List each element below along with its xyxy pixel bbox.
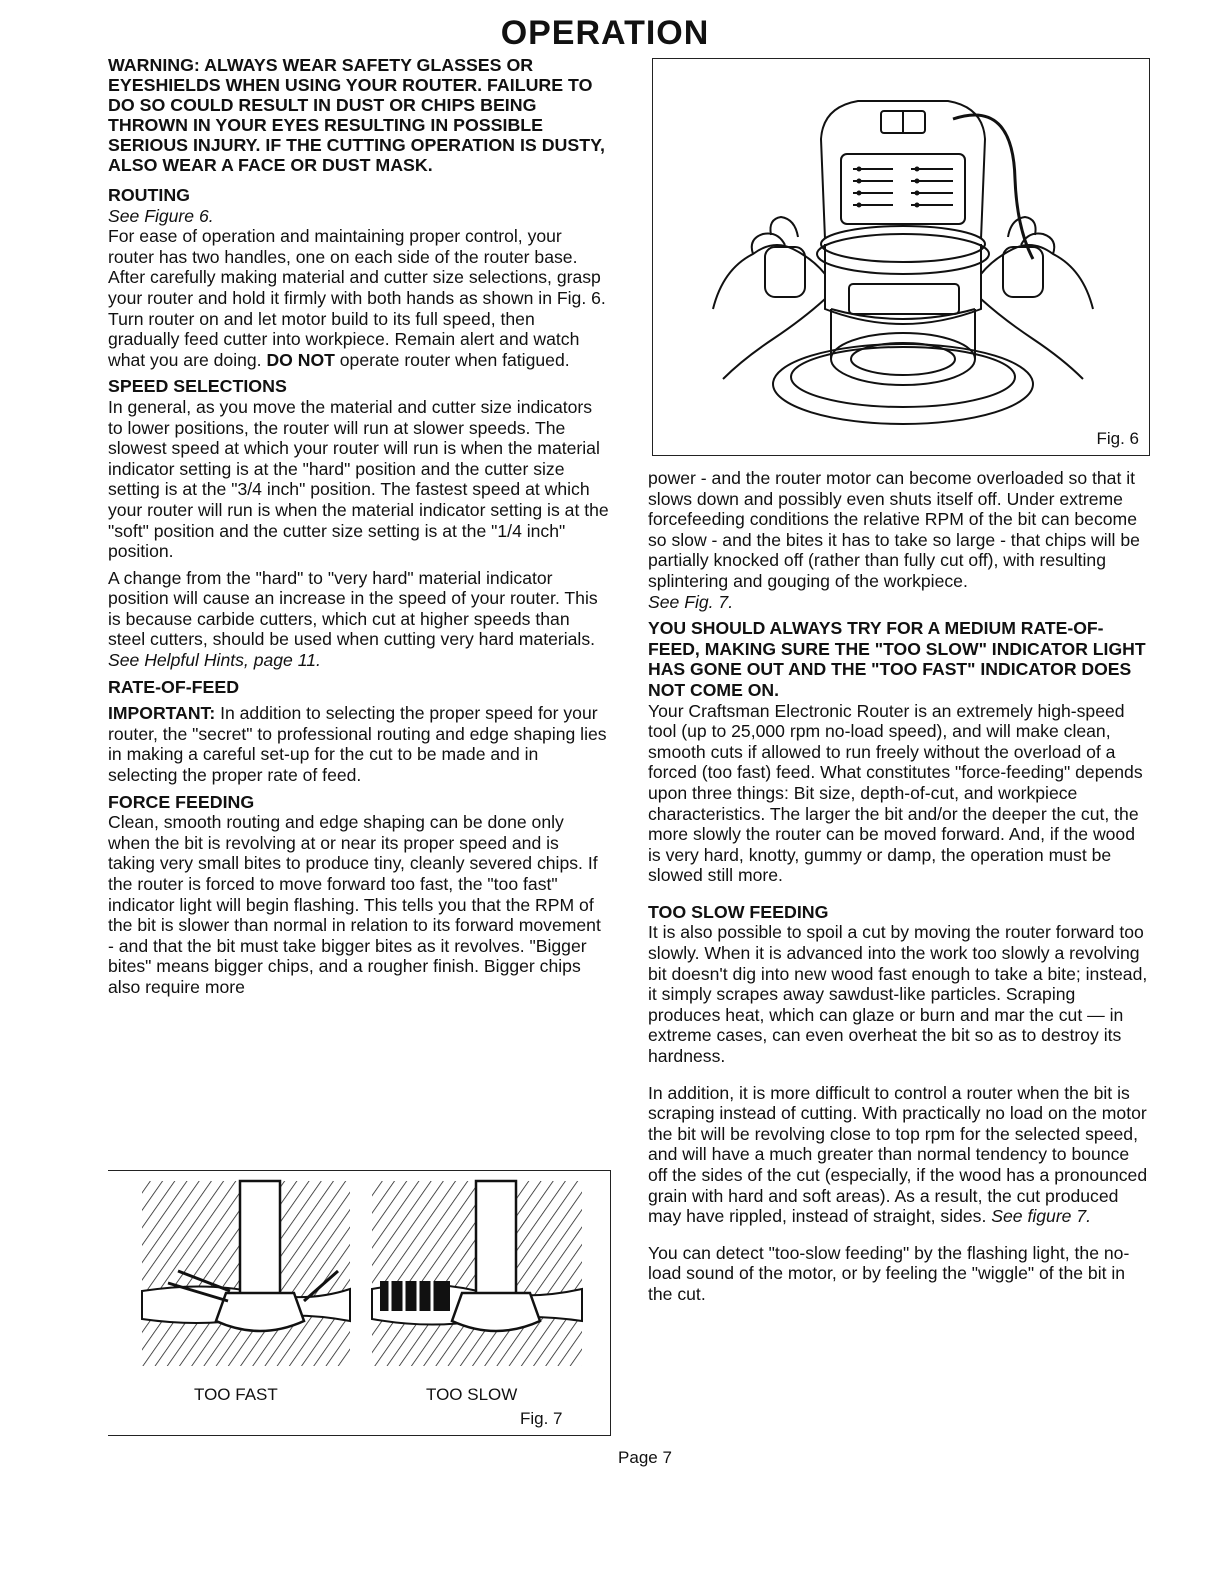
too-slow-heading: TOO SLOW FEEDING bbox=[648, 901, 829, 922]
detect-paragraph: You can detect "too-slow feeding" by the flashing light, the no-load sound of the motor, or by feeling the "wiggle" of the bit in the cut. bbox=[648, 1242, 1130, 1304]
force-paragraph: Clean, smooth routing and edge shaping can be done only when the bit is revolving at or near its proper speed and is taking very small bites to produce tiny, cleanly severed chips. If the router is forced to move forward too fast, the "too fast" indicator light will begin flashing. This tells you that the RPM of the bit is slower than normal in relation to its forward movement - and that the bit must take bigger bites as it revolves. "Bigger bites" means bigger chips, and a rougher finish. Bigger chips also require more bbox=[108, 812, 601, 997]
force-feeding-continued: power - and the router motor can become overloaded so that it slows down and possibly even shuts itself off. Under extreme forcefeeding conditions the relative RPM of the bit can become so slow - and the bites it has to take so large - that chips will be partially knocked off (rather than fully cut off), with resulting splintering and gouging of the workpiece. bbox=[648, 468, 1140, 591]
routing-do-not: DO NOT bbox=[266, 349, 335, 370]
routing-heading: ROUTING bbox=[108, 185, 190, 205]
craftsman-paragraph: Your Craftsman Electronic Router is an extremely high-speed tool (up to 25,000 rpm no-load speed), and will make clean, smooth cuts if allowed to run freely without the overload of a forced (too fast) feed. What constitutes "force-feeding" depends upon three things: Bit size, depth-of-cut, and workpiece characteristics. The larger the bit and/or the deeper the cut, the more slowly the router can be moved forward. And, if the wood is very hard, knotty, gummy or damp, the operation must be slowed still more. bbox=[648, 700, 1143, 886]
too-fast-too-slow-illustration bbox=[108, 1171, 608, 1435]
speed-see-hints: See Helpful Hints, page 11. bbox=[108, 650, 321, 671]
routing-body bbox=[108, 226, 610, 370]
page-title: OPERATION bbox=[500, 14, 710, 52]
rate-heading: RATE-OF-FEED bbox=[108, 676, 240, 697]
too-slow-paragraph-1: It is also possible to spoil a cut by moving the router forward too slowly. When it is advanced into the work too slowly a revolving bit doesn't dig into new wood fast enough to take a bite; instead, it simply scrapes away sawdust-like particles. Scraping produces heat, which can glaze or burn and mar the cut — in extreme cases, can even overheat the bit so as to destroy its hardness. bbox=[648, 922, 1148, 1067]
speed-paragraph-2: A change from the "hard" to "very hard" material indicator position will cause an increase in the speed of your router. This is because carbide cutters, which cut at higher speeds than steel cutters, should be used when cutting very hard materials. bbox=[108, 567, 598, 650]
routing-see-figure: See Figure 6. bbox=[108, 205, 214, 226]
speed-heading: SPEED SELECTIONS bbox=[108, 376, 287, 397]
force-heading: FORCE FEEDING bbox=[108, 791, 255, 812]
router-illustration bbox=[653, 59, 1149, 455]
medium-rate-warning: YOU SHOULD ALWAYS TRY FOR A MEDIUM RATE-OF-FEED, MAKING SURE THE "TOO SLOW" INDICATOR LIGHT HAS GONE OUT AND THE "TOO FAST" INDICATOR DOES NOT COME ON. bbox=[648, 618, 1146, 700]
figure-6 bbox=[652, 58, 1150, 456]
important-text: In addition to selecting the proper speed for your router, the "secret" to professional routing and edge shaping lies in making a careful set-up for the cut to be made and in selecting the proper rate of feed. bbox=[108, 703, 607, 786]
routing-body-end: operate router when fatigued. bbox=[334, 349, 570, 370]
safety-warning: WARNING: ALWAYS WEAR SAFETY GLASSES OR EYESHIELDS WHEN USING YOUR ROUTER. FAILURE TO DO SO COULD RESULT IN DUST OR CHIPS BEING THROWN IN YOUR EYES RESULTING IN POSSIBLE SERIOUS INJURY. IF THE CUTTING OPERATION IS DUSTY, ALSO WEAR A FACE OR DUST MASK. bbox=[108, 55, 605, 175]
see-figure-7: See figure 7. bbox=[991, 1206, 1092, 1227]
right-column bbox=[648, 468, 1150, 1305]
figure-6-label: Fig. 6 bbox=[1096, 429, 1139, 448]
routing-body-text: For ease of operation and maintaining proper control, your router has two handles, one on each side of the router base. After carefully making material and cutter size selections, grasp your router and hold it firmly with both hands as shown in Fig. 6. Turn router on and let motor build to its full speed, then gradually feed cutter into workpiece. Remain alert and watch what you are doing. bbox=[108, 226, 606, 370]
left-column bbox=[108, 55, 610, 998]
speed-paragraph-1: In general, as you move the material and cutter size indicators to lower positions, the router will run at slower speeds. The slowest speed at which your router will run is when the material indicator setting is at the "hard" position and the cutter size setting is at the "3/4 inch" position. The fastest speed at which your router will run is when the material indicator setting is at the "soft" position and the cutter size setting is at the "1/4 inch" position. bbox=[108, 396, 609, 562]
too-fast-caption: TOO FAST bbox=[194, 1385, 278, 1404]
important-label: IMPORTANT: bbox=[108, 703, 216, 724]
figure-7 bbox=[108, 1170, 611, 1436]
too-slow-paragraph-2-text: In addition, it is more difficult to control a router when the bit is scraping instead of cutting. With practically no load on the motor the bit will be revolving close to top rpm for the selected speed, and will have a much greater than normal tendency to bounce off the sides of the cut (especially, if the wood has a pronounced grain with hard and soft areas). As a result, the cut produced may have rippled, instead of straight, sides. bbox=[648, 1082, 1148, 1227]
see-fig-7: See Fig. 7. bbox=[648, 591, 734, 612]
figure-7-label: Fig. 7 bbox=[520, 1409, 563, 1428]
rate-important bbox=[108, 703, 610, 785]
too-slow-paragraph-2 bbox=[648, 1083, 1150, 1227]
too-slow-caption: TOO SLOW bbox=[426, 1385, 518, 1404]
page-number: Page 7 bbox=[618, 1448, 672, 1467]
